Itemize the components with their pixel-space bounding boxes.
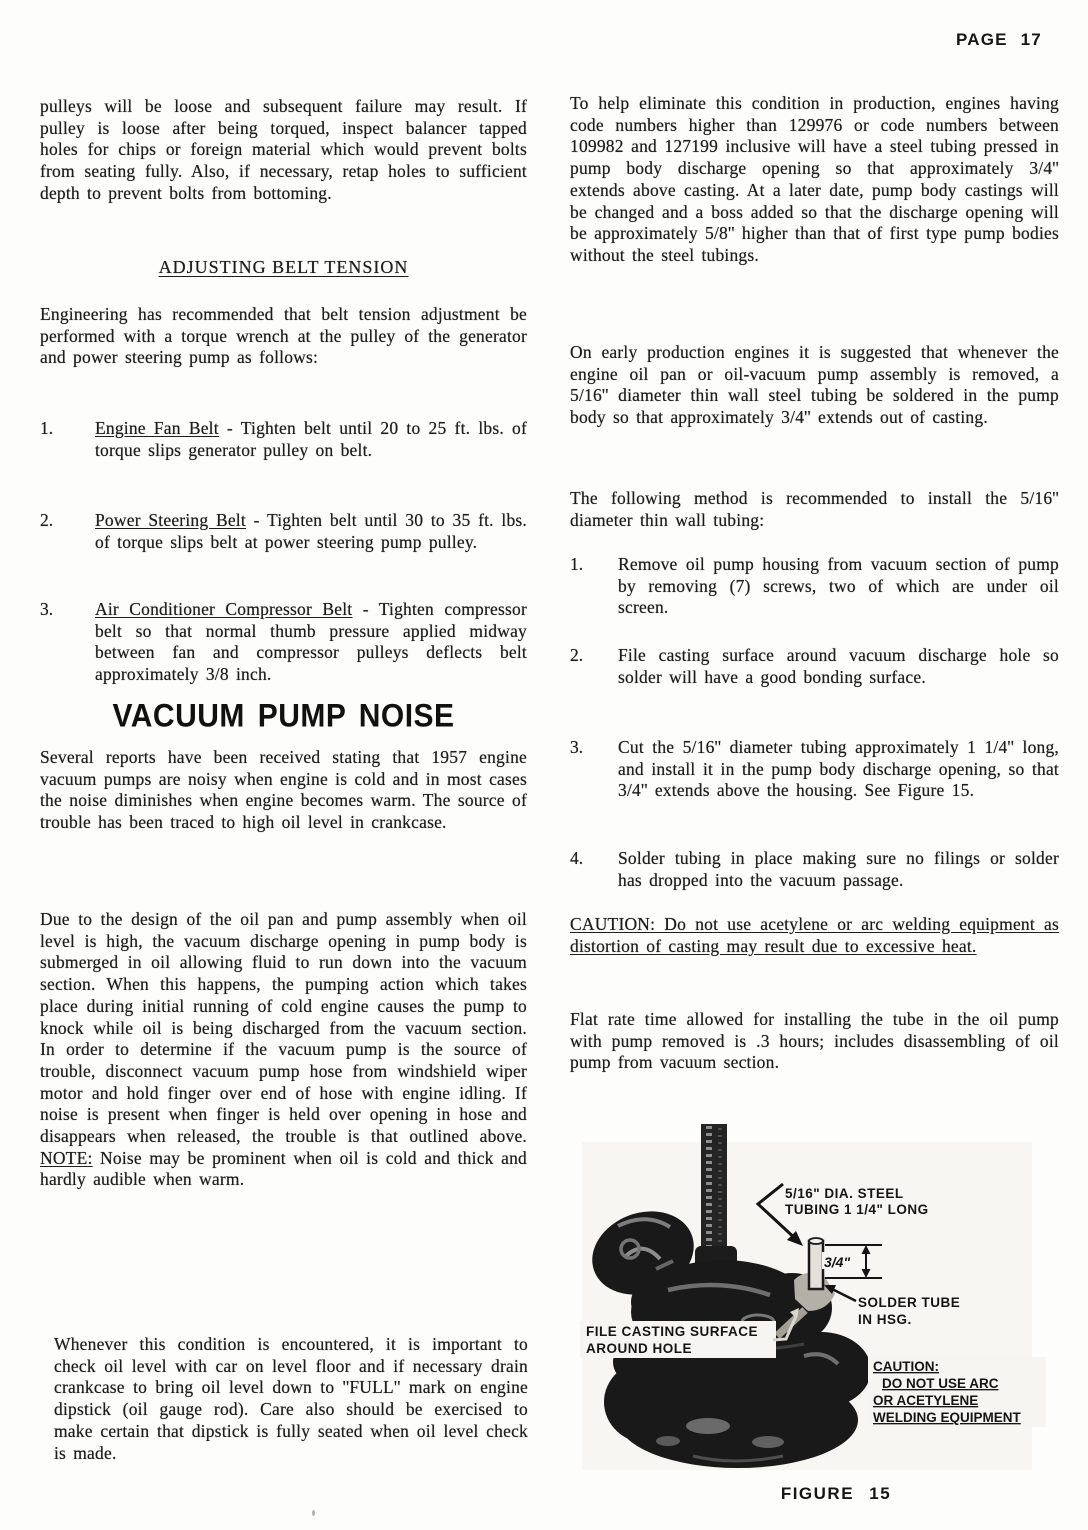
figure-15-caption: FIGURE 15 [780,1484,892,1503]
belt-list-item-2 [40,510,527,553]
list-text [95,418,527,461]
list-body: - Tighten belt until 30 to 35 ft. lbs. of torque slips belt at power steering pump pulley. [95,510,527,552]
list-title: Power Steering Belt [95,510,246,530]
paragraph-part: Noise may be prominent when oil is cold and thick and hardly audible when warm. [40,1147,527,1190]
install-step-1 [570,554,1059,619]
list-number: 1. [40,418,54,438]
list-text: File casting surface around vacuum discharge hole so solder will have a good bonding surface. [618,645,1059,687]
list-number: 4. [570,848,584,868]
paragraph-early-production: On early production engines it is suggested that whenever the engine oil pan or oil-vacuum pump assembly is removed, a 5/16'' diameter thin wall steel tubing be soldered in the pump body so that approximately 3/4'' extends out of casting. [570,342,1059,428]
list-text [95,599,527,686]
belt-list-item-1 [40,418,527,461]
caution-paragraph: CAUTION: Do not use acetylene or arc welding equipment as distortion of casting may result due to excessive heat. [570,914,1059,956]
paragraph-eliminate-condition: To help eliminate this condition in production, engines having code numbers higher than 129976 or code numbers between 109982 and 127199 inclusive will have a steel tubing pressed in pump body discharge opening so that approximately 3/4'' extends above casting. At a later date, pump body castings will be changed and a boss added so that the discharge opening will be approximately 5/8'' higher than that of first type pump bodies without the steel tubings. [570,93,1059,265]
heading-vacuum-pump-noise: VACUUM PUMP NOISE [112,698,455,735]
figure-caution-line2: DO NOT USE ARC [882,1376,999,1391]
install-step-4 [570,848,1059,891]
page-number-header: PAGE 17 [956,30,1042,49]
list-text [95,510,527,553]
tubing-label-line2: TUBING 1 1/4" LONG [785,1202,929,1217]
list-text: Remove oil pump housing from vacuum section of pump by removing (7) screws, two of which are under oil screen. [618,554,1059,618]
belt-list-item-3 [40,599,527,686]
paragraph-due-to-design [40,909,527,1191]
paragraph-whenever-condition: Whenever this condition is encountered, it is important to check oil level with car on level floor and if necessary drain crankcase to bring oil level down to ''FULL'' mark on engine dipstick (oil gauge rod). Care also should be exercised to make certain that dipstick is fully seated when oil level check is made. [54,1334,528,1463]
dimension-label: 3/4" [824,1254,851,1270]
list-title: Engine Fan Belt [95,418,219,438]
file-label-line2: AROUND HOLE [586,1341,692,1356]
paragraph-part: Due to the design of the oil pan and pump assembly when oil level is high, the vacuum discharge opening in pump body is submerged in oil allowing fluid to run down into the vacuum section. When this happens, the pumping action which takes place during initial running of cold engine causes the pump to knock while oil is being discharged from the vacuum section. In order to determine if the vacuum pump is the source of trouble, disconnect vacuum pump hose from windshield wiper motor and hold finger over end of hose with engine idling. If noise is present when finger is held over opening in hose and disappears when released, the trouble is that outlined above. [40,909,527,1147]
heading-adjusting-belt-tension: ADJUSTING BELT TENSION [158,257,409,277]
solder-label-line2: IN HSG. [858,1312,912,1327]
file-label-line1: FILE CASTING SURFACE [586,1324,759,1339]
list-body: - Tighten compressor belt so that normal thumb pressure applied midway between fan and compressor pulleys deflects belt approximately 3/8 inch. [95,599,527,685]
list-title: Air Conditioner Compressor Belt [95,599,353,619]
tubing-label-line1: 5/16" DIA. STEEL [785,1186,904,1201]
solder-label-line1: SOLDER TUBE [858,1295,961,1310]
note-label: NOTE: [40,1147,93,1168]
paragraph-flat-rate-time: Flat rate time allowed for installing the tube in the oil pump with pump removed is .3 hours; includes disassembling of oil pump from vacuum section. [570,1009,1059,1073]
list-number: 3. [570,737,584,757]
list-number: 3. [40,599,54,619]
list-number: 1. [570,554,584,574]
steel-tube [809,1238,823,1289]
install-step-3 [570,737,1059,802]
list-body: - Tighten belt until 20 to 25 ft. lbs. of torque slips generator pulley on belt. [95,418,528,460]
figure-15-illustration [568,1120,1068,1482]
install-step-2 [570,645,1059,688]
list-number: 2. [40,510,54,530]
paragraph-several-reports: Several reports have been received stating that 1957 engine vacuum pumps are noisy when engine is cold and in most cases the noise diminishes when engine becomes warm. The source of trouble has been traced to high oil level in crankcase. [40,747,527,833]
paragraph-pulleys-loose: pulleys will be loose and subsequent failure may result. If pulley is loose after being torqued, inspect balancer tapped holes for chips or foreign material which would prevent bolts from seating fully. Also, if necessary, retap holes to sufficient depth to prevent bolts from bottoming. [40,96,527,203]
figure-caution-line1: CAUTION: [873,1359,939,1374]
paragraph-engineering-recommendation: Engineering has recommended that belt tension adjustment be performed with a torque wrench at the pulley of the generator and power steering pump as follows: [40,304,527,368]
figure-caution-line4: WELDING EQUIPMENT [873,1410,1021,1425]
list-text: Cut the 5/16'' diameter tubing approximately 1 1/4'' long, and install it in the pump body discharge opening, so that 3/4'' extends above the housing. See Figure 15. [618,737,1059,801]
figure-caution-line3: OR ACETYLENE [873,1393,979,1408]
paragraph-following-method: The following method is recommended to install the 5/16'' diameter thin wall tubing: [570,488,1059,530]
scan-artifact [312,1510,315,1516]
list-text: Solder tubing in place making sure no filings or solder has dropped into the vacuum passage. [618,848,1059,890]
list-number: 2. [570,645,584,665]
